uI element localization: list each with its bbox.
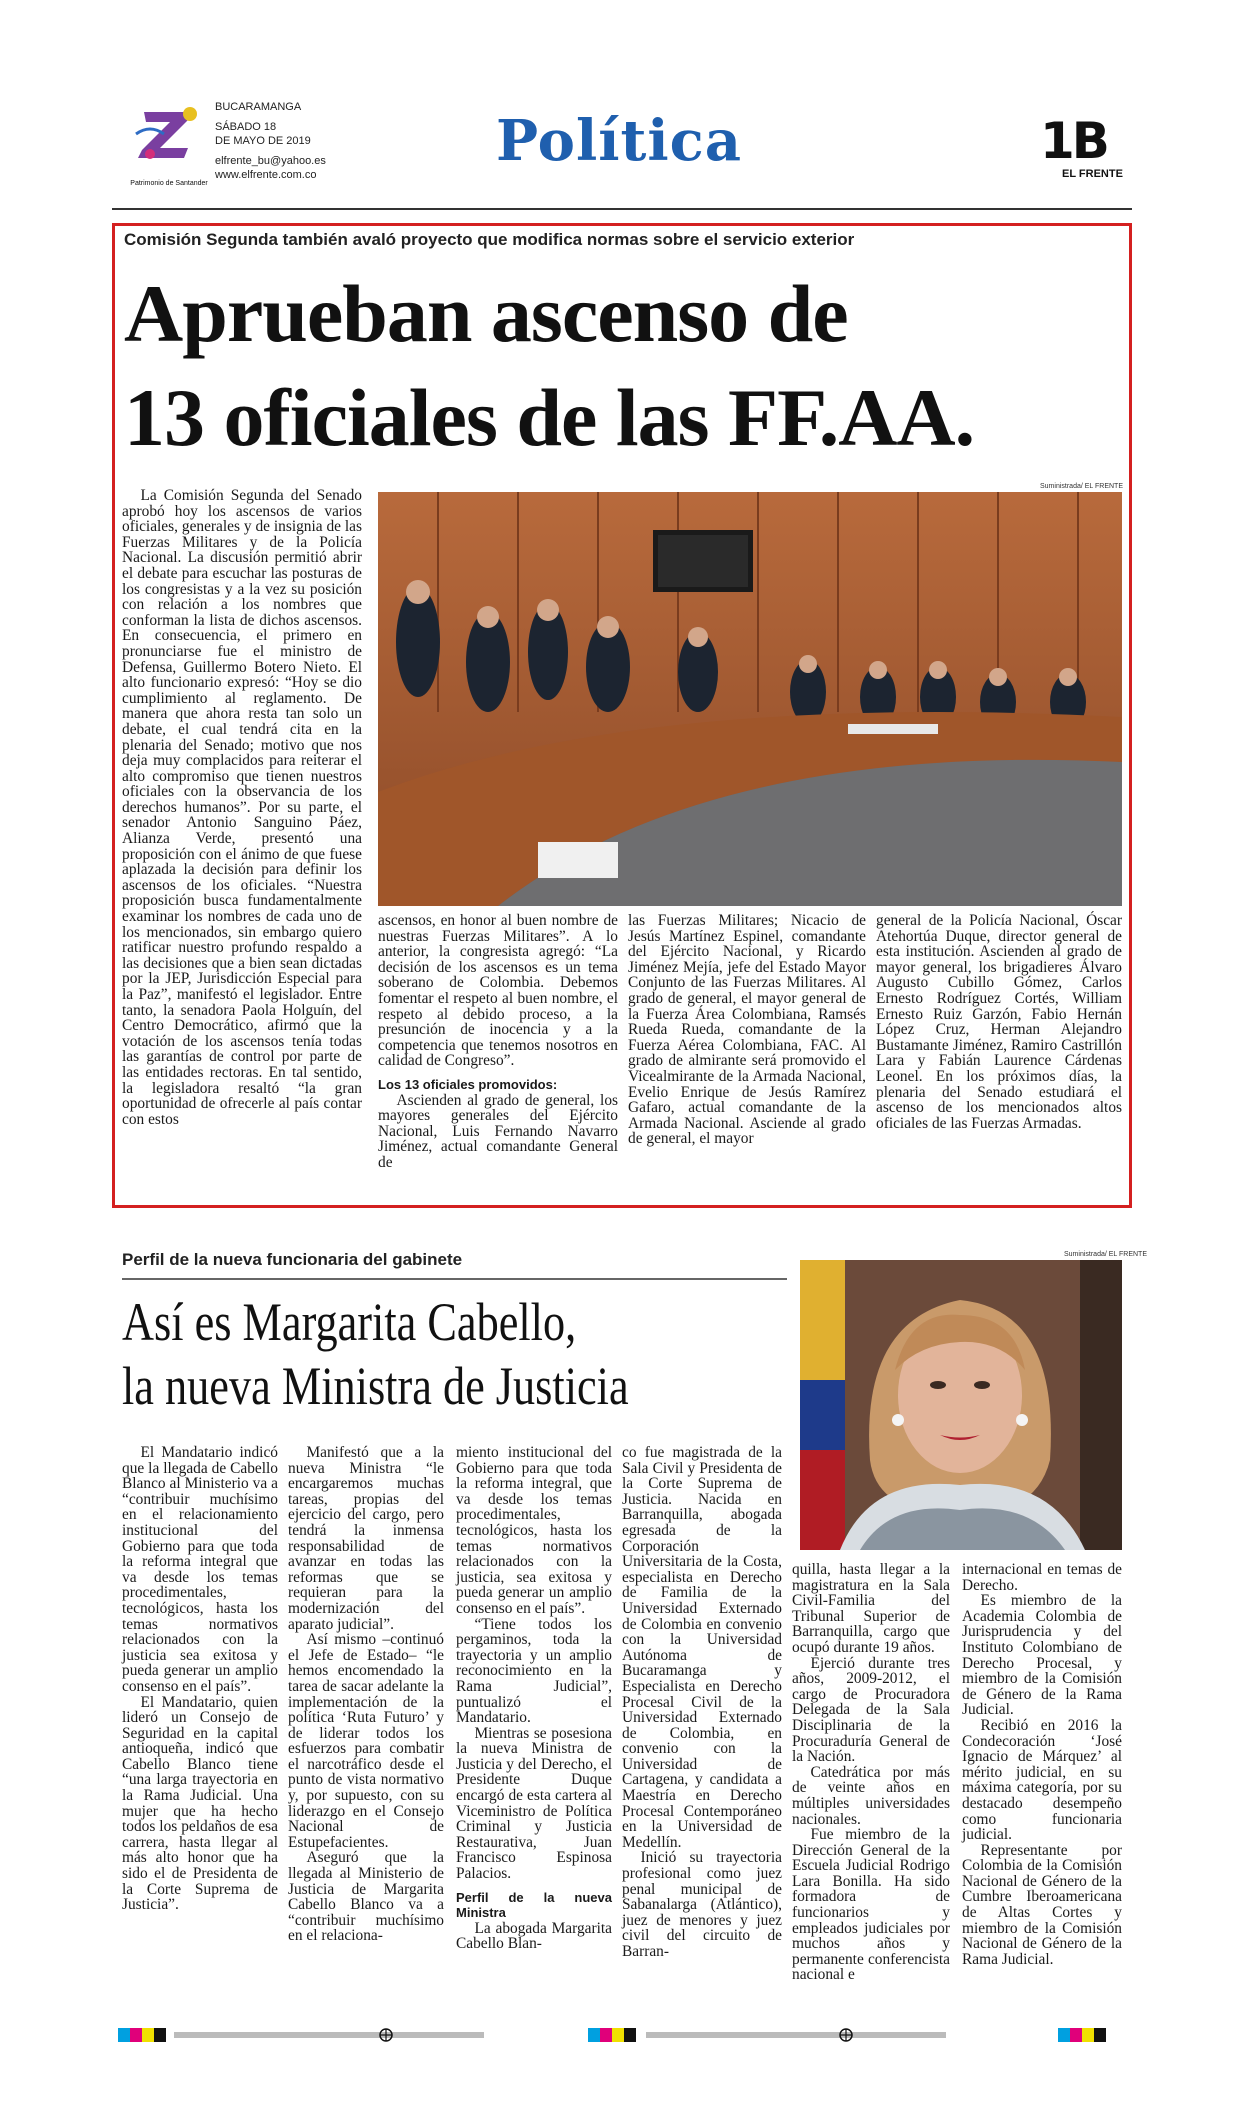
article2-col3c-text: Mientras se posesiona la nueva Ministra de Justicia y del Derecho, el Presidente Duque encargó de esta cartera al Viceministro de Política Criminal y Justicia Restaurativa, Juan Francisco Espinosa Palacios.	[456, 1724, 612, 1883]
article2-col5-text: quilla, hasta llegar a la magistratura en la Sala Civil-Familia del Tribunal Superior de Barranquilla, cargo que ocupó durante 19 años.	[792, 1561, 950, 1656]
article2-col5d-text: Fue miembro de la Dirección General de la Escuela Judicial Rodrigo Lara Bonilla. Ha sido formadora de funcionarios y empleados judiciales por muchos años y permanente conferencista nacional e	[792, 1826, 950, 1984]
article2-column-4	[622, 1445, 782, 1960]
article1-col3-text: las Fuerzas Militares; Nicacio de Jesús Martínez Espinel, comandante del Ejército Nacional, y Ricardo Jiménez Mejía, jefe del Estado Mayor Conjunto de las Fuerzas Militares. Al grado de general, el mayor general de la Fuerza Área Colombiana, Ramsés Rueda Rueda, comandante de la Fuerza Aérea Colombiana, FAC. Al grado de almirante será promovido el Vicealmirante de la Armada Nacional, Evelio Enrique de Jesús Ramírez Gafaro, actual comandante de la Armada Nacional. Asciende al grado de general, el mayor	[628, 912, 866, 1148]
page-number: 1B	[1040, 112, 1107, 170]
article2-col4-text: co fue magistrada de la Sala Civil y Presidenta de la Corte Suprema de Justicia. Nacida en Barranquilla, abogada egresada de la Corporación Universitaria de la Costa, especialista en Derecho de Familia de la Universidad Externado de Colombia en convenio con la Universidad Autónoma de Bucaramanga y Especialista en Derecho Procesal Civil de la Universidad Externado de Colombia, en convenio con la Universidad de Cartagena, y candidata a Maestría en Derecho Procesal Contemporáneo en la Universidad de Medellín.	[622, 1444, 782, 1851]
article2-headline-line2: la nueva Ministra de Justicia	[122, 1356, 629, 1416]
print-registration-bar	[118, 2028, 1128, 2042]
article2-kicker: Perfil de la nueva funcionaria del gabinete	[122, 1250, 463, 1269]
minister-portrait-photo	[800, 1260, 1122, 1550]
article2-column-2	[288, 1445, 444, 1944]
article1-headline-line2: 13 oficiales de las FF.AA.	[124, 372, 975, 463]
article2-col3b-text: “Tiene todos los pergaminos, toda la trayectoria y un amplio reconocimiento en la Rama Judicial”, puntualizó el Mandatario.	[456, 1615, 612, 1727]
article2-column-6	[962, 1562, 1122, 1967]
article2-col1b-text: El Mandatario, quien lideró un Consejo de Seguridad en la capital antioqueña, indicó que Cabello Blanco tiene “una larga trayectoria en la Rama Judicial. Una mujer que ha hecho todos los peldaños de esa carrera, hasta llegar al más alto honor que ha sido el de Presidenta de la Corte Suprema de Justicia”.	[122, 1693, 278, 1914]
article1-photo-credit: Suministrada/ EL FRENTE	[1040, 483, 1123, 490]
article2-column-5	[792, 1562, 950, 1983]
article2-subhead: Perfil de la nueva Ministra	[456, 1889, 612, 1921]
article1-col2b-text: Ascienden al grado de general, los mayores generales del Ejército Nacional, Luis Fernando Navarro Jiménez, actual comandante General de	[378, 1091, 618, 1171]
article1-subhead: Los 13 oficiales promovidos:	[378, 1076, 558, 1092]
email[interactable]: elfrente_bu@yahoo.es	[215, 155, 326, 167]
article2-col5c-text: Catedrática por más de veinte años en múltiples universidades nacionales.	[792, 1763, 950, 1828]
article2-col1-text: El Mandatario indicó que la llegada de Cabello Blanco al Ministerio va a “contribuir muchísimo en el relacionamiento institucional del Gobierno para que toda la reforma integral que va desde los temas procedimentales, tecnológicos, hasta los temas normativos relacionados con la justicia sea exitosa y pueda generar un amplio consenso en el país”.	[122, 1444, 278, 1695]
date-line-2: DE MAYO DE 2019	[215, 135, 311, 147]
article2-headline-line1: Así es Margarita Cabello,	[122, 1292, 577, 1352]
logo-caption: Patrimonio de Santander	[130, 180, 208, 187]
article2-col6c-text: Recibió en 2016 la Condecoración ‘José Ignacio de Márquez’ al mérito judicial, en su máxima categoría, por su destacado desempeño como funcionaria judicial.	[962, 1716, 1122, 1844]
article2-col5b-text: Ejerció durante tres años, 2009-2012, el cargo de Procuradora Delegada de la Sala Disciplinaria de la Procuraduría General de la Nación.	[792, 1654, 950, 1766]
article2-col2c-text: Aseguró que la llegada al Ministerio de Justicia de Margarita Cabello Blanco va a “contribuir muchísimo en el relaciona-	[288, 1849, 444, 1945]
article2-rule	[122, 1278, 787, 1280]
article1-kicker: Comisión Segunda también avaló proyecto que modifica normas sobre el servicio exterior	[124, 230, 855, 249]
article1-col2-text: ascensos, en honor al buen nombre de nuestras Fuerzas Militares”. A lo anterior, la congresista agregó: “La decisión de los ascensos es un tema soberano de Colombia. Debemos fomentar el respeto al buen nombre, el respeto al debido proceso, a la presunción de inocencia y a la competencia que tenemos nosotros en calidad de Congreso”.	[378, 912, 618, 1070]
article2-col6b-text: Es miembro de la Academia Colombia de Jurisprudencia y del Instituto Colombiano de Derecho Procesal, y miembro de la Comisión de Género de la Rama Judicial.	[962, 1592, 1122, 1719]
article2-col2-text: Manifestó que a la nueva Ministra “le encargaremos muchas tareas, propias del ejercicio del cargo, pero tendrá la inmensa responsabilidad de avanzar en todas las reformas que se requieran para la modernización del aparato judicial”.	[288, 1444, 444, 1633]
article1-headline	[124, 262, 974, 470]
article2-col6d-text: Representante por Colombia de la Comisión Nacional de Género de la Cumbre Iberoamericana de Altas Cortes y miembro de la Comisión Nacional de Género de la Rama Judicial.	[962, 1841, 1122, 1968]
article1-col1-text: La Comisión Segunda del Senado aprobó hoy los ascensos de varios oficiales, generales y de insignia de las Fuerzas Militares y de la Policía Nacional. La discusión permitió abrir el debate para escuchar las posturas de los congresistas y a la vez su posición con relación a los nombres que conforman la lista de dichos ascensos. En consecuencia, el primero en pronunciarse fue el ministro de Defensa, Guillermo Botero Nieto. El alto funcionario expresó: “Hoy se dio cumplimiento al reglamento. De manera que ahora resta tan solo un debate, el cual tendrá cita en la plenaria del Senado; motivo que nos deja muy complacidos para reiterar el alto compromiso que tienen nuestros oficiales con la observancia de los derechos humanos”. Por su parte, el senador Antonio Sanguino Páez, Alianza Verde, presentó una proposición con el ánimo de que fuese aplazada la decisión para definir los ascensos de los oficiales. “Nuestra proposición busca fundamentalmente examinar los nombres de cada uno de los mencionados, sin embargo quiero ratificar nuestro profundo respaldo a las decisiones que a bien sean dictadas por la JEP, Jurisdicción Especial para la Paz”, manifestó el legislador. Entre tanto, la senadora Paola Holguín, del Centro Democrático, afirmó que la votación de los ascensos tenía todas las garantías de control por parte de las entidades rectoras. En tal sentido, la legisladora resaltó “la gran oportunidad de ofrecerle al país contar con estos	[122, 487, 362, 1128]
city: BUCARAMANGA	[215, 101, 302, 113]
section-title: Política	[496, 108, 743, 174]
article2-column-1	[122, 1445, 278, 1913]
article2-col3d-text: La abogada Margarita Cabello Blan-	[456, 1919, 612, 1953]
article2-column-3	[456, 1445, 612, 1952]
article2-col6-text: internacional en temas de Derecho.	[962, 1561, 1122, 1594]
article1-column-2	[378, 913, 618, 1171]
article1-column-3	[628, 913, 866, 1147]
article1-headline-line1: Aprueban ascenso de	[124, 268, 848, 359]
article2-col4b-text: Inició su trayectoria profesional como juez penal municipal de Sabanalarga (Atlántico), juez de menores y juez civil del circuito de Barran-	[622, 1849, 782, 1960]
article1-column-4	[876, 913, 1122, 1131]
date-line-1: SÁBADO 18	[215, 121, 277, 133]
article2-col2b-text: Así mismo –continuó el Jefe de Estado– “le hemos encomendado la tarea de sacar adelante la implementación de la política ‘Ruta Futuro’ y de liderar todos los esfuerzos para combatir el narcotráfico desde el punto de vista normativo y, por supuesto, con su liderazgo en el Consejo Nacional de Estupefacientes.	[288, 1631, 444, 1851]
website[interactable]: www.elfrente.com.co	[215, 169, 317, 181]
article2-photo-credit: Suministrada/ EL FRENTE	[1064, 1251, 1147, 1258]
dateline	[215, 100, 326, 182]
article1-column-1	[122, 488, 362, 1127]
senate-commission-photo	[378, 492, 1122, 906]
masthead-rule	[112, 208, 1132, 210]
brand-name: EL FRENTE	[1062, 168, 1123, 180]
article1-col4-text: general de la Policía Nacional, Óscar Atehortúa Duque, director general de esta institución. Ascienden al grado de mayor general, los brigadieres Álvaro Augusto Cubillo Gómez, Carlos Ernesto Rodríguez Cortés, William Ernesto Ruiz Garzón, Fabio Hernán López Cruz, Herman Alejandro Bustamante Jiménez, Ramiro Castrillón Lara y Fabián Laurence Cárdenas Leonel. En los próximos días, la plenaria del Senado estudiará el ascenso de los mencionados altos oficiales de las Fuerzas Armadas.	[876, 912, 1122, 1132]
article2-col3-text: miento institucional del Gobierno para que toda la reforma integral, que va desde los temas procedimentales, tecnológicos, hasta los temas normativos relacionados con la justicia, sea exitosa y pueda generar un amplio consenso en el país”.	[456, 1444, 612, 1617]
article2-headline	[122, 1290, 629, 1418]
